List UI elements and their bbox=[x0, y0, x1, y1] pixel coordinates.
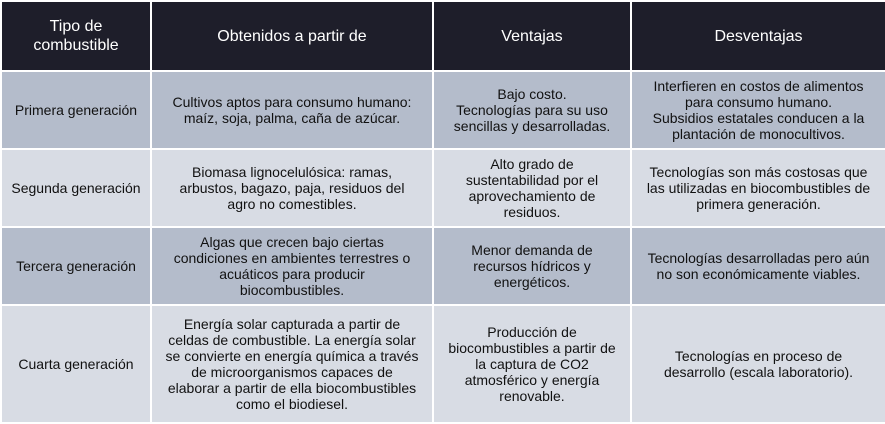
row-disadvantages-cell: Tecnologías en proceso de desarrollo (escala laboratorio). bbox=[631, 305, 885, 423]
header-obtenidos-a-partir-de: Obtenidos a partir de bbox=[151, 1, 433, 71]
row-disadvantages-cell: Tecnologías son más costosas que las utilizadas en biocombustibles de primera generación. bbox=[631, 149, 885, 227]
table-row bbox=[1, 71, 885, 149]
row-source-cell: Biomasa lignocelulósica: ramas, arbustos, bagazo, paja, residuos del agro no comestibles. bbox=[151, 149, 433, 227]
table-row bbox=[1, 227, 885, 305]
row-type-cell: Segunda generación bbox=[1, 149, 151, 227]
row-disadvantages-cell: Tecnologías desarrolladas pero aún no son económicamente viables. bbox=[631, 227, 885, 305]
row-advantages-cell: Menor demanda de recursos hídricos y energéticos. bbox=[433, 227, 631, 305]
table-row bbox=[1, 305, 885, 423]
row-type-cell: Cuarta generación bbox=[1, 305, 151, 423]
table-header bbox=[1, 1, 885, 71]
table-body bbox=[1, 71, 885, 423]
row-type-cell: Tercera generación bbox=[1, 227, 151, 305]
row-source-cell: Cultivos aptos para consumo humano: maíz, soja, palma, caña de azúcar. bbox=[151, 71, 433, 149]
table-row bbox=[1, 149, 885, 227]
header-desventajas: Desventajas bbox=[631, 1, 885, 71]
row-advantages-cell: Producción de biocombustibles a partir de la captura de CO2 atmosférico y energía renovable. bbox=[433, 305, 631, 423]
header-ventajas: Ventajas bbox=[433, 1, 631, 71]
row-type-cell: Primera generación bbox=[1, 71, 151, 149]
header-row bbox=[1, 1, 885, 71]
row-disadvantages-cell: Interfieren en costos de alimentos para consumo humano. Subsidios estatales conducen a la plantación de monocultivos. bbox=[631, 71, 885, 149]
header-tipo-de-combustible: Tipo de combustible bbox=[1, 1, 151, 71]
row-source-cell: Algas que crecen bajo ciertas condiciones en ambientes terrestres o acuáticos para producir biocombustibles. bbox=[151, 227, 433, 305]
row-advantages-cell: Alto grado de sustentabilidad por el aprovechamiento de residuos. bbox=[433, 149, 631, 227]
row-source-cell: Energía solar capturada a partir de celdas de combustible. La energía solar se convierte en energía química a través de microorganismos capaces de elaborar a partir de ella biocombustibles como el biodiesel. bbox=[151, 305, 433, 423]
row-advantages-cell: Bajo costo. Tecnologías para su uso sencillas y desarrolladas. bbox=[433, 71, 631, 149]
